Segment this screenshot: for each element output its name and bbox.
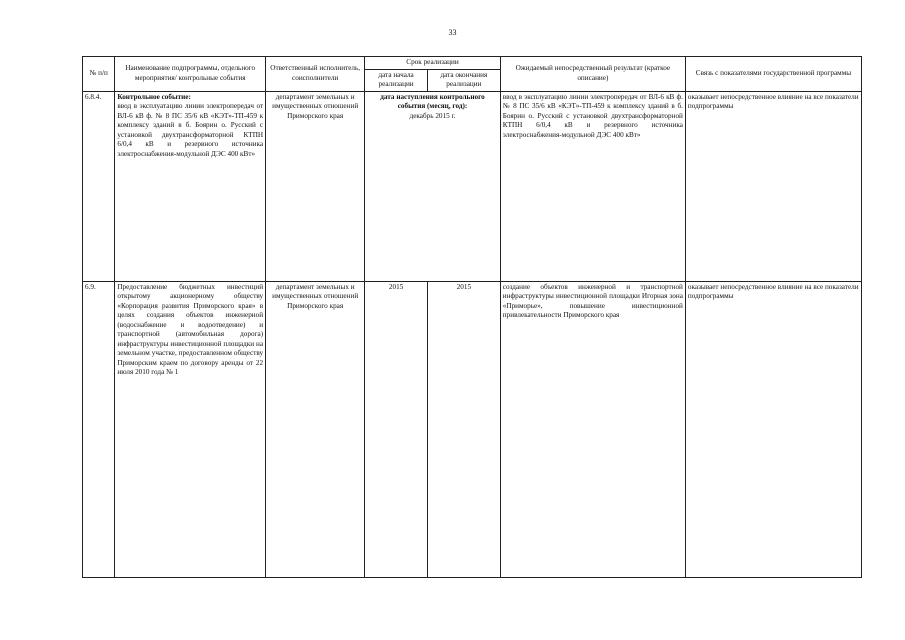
- row-num: 6.9.: [83, 281, 115, 577]
- header-end: дата окончания реализации: [427, 69, 500, 91]
- row-result: создание объектов инженерной и транспортной инфраструктуры инвестиционной площадки Игорная зона «Приморье», повышение инвестиционной привлекательности Приморского края: [500, 281, 685, 577]
- table-row: [83, 91, 862, 281]
- header-responsible: Ответственный исполнитель, соисполнители: [266, 57, 365, 92]
- header-num: № п/п: [83, 57, 115, 92]
- row-name-title: Контрольное событие:: [117, 92, 191, 101]
- row-start: 2015: [365, 281, 428, 577]
- row-link: оказывает непосредственное влияние на все показатели подпрограммы: [685, 281, 861, 577]
- row-end: 2015: [427, 281, 500, 577]
- header-term-group: Срок реализации: [365, 57, 501, 70]
- header-row: [83, 57, 862, 70]
- row-name: Предоставление бюджетных инвестиций открытому акционерному обществу «Корпорация развития Приморского края» в целях создания объектов инженерной (водоснабжение и водоотведение) и транспортной (автомобильная дорога) инфраструктуры инвестиционной площадки на земельном участке, предоставленном обществу Приморским краем по договору аренды от 22 июля 2010 года № 1: [115, 281, 266, 577]
- header-link: Связь с показателями государственной программы: [685, 57, 861, 92]
- table-row: [83, 281, 862, 577]
- row-name-body: ввод в эксплуатацию линии электропередач от ВЛ-6 кВ ф. № 8 ПС 35/6 кВ «КЭТ»-ТП-459 к комплексу зданий в б. Боярин о. Русский с установкой двухтрансформаторной КТПН 6/0,4 кВ и резервного источника электроснабжения-модульной ДЭС 400 кВт»: [117, 102, 264, 158]
- page-number: 33: [448, 28, 457, 37]
- row-num: 6.8.4.: [83, 91, 115, 281]
- header-result: Ожидаемый непосредственный результат (краткое описание): [500, 57, 685, 92]
- row-term: [365, 91, 501, 281]
- program-table: [82, 56, 862, 578]
- row-name: [115, 91, 266, 281]
- row-responsible: департамент земельных и имущественных отношений Приморского края: [266, 281, 365, 577]
- header-start: дата начала реализации: [365, 69, 428, 91]
- row-term-title: дата наступления контрольного события (месяц, год):: [380, 92, 485, 110]
- header-name: Наименование подпрограммы, отдельного мероприятия/ контрольные события: [115, 57, 266, 92]
- row-term-value: декабрь 2015 г.: [409, 111, 456, 120]
- row-responsible: департамент земельных и имущественных отношений Приморского края: [266, 91, 365, 281]
- row-result: ввод в эксплуатацию линии электропередач от ВЛ-6 кВ ф. № 8 ПС 35/6 кВ «КЭТ»-ТП-459 к комплексу зданий в б. Боярин о. Русский с установкой двухтрансформаторной КТПН 6/0,4 кВ и резервного источника электроснабжения-модульной ДЭС 400 кВт»: [500, 91, 685, 281]
- row-link: оказывает непосредственное влияние на все показатели подпрограммы: [685, 91, 861, 281]
